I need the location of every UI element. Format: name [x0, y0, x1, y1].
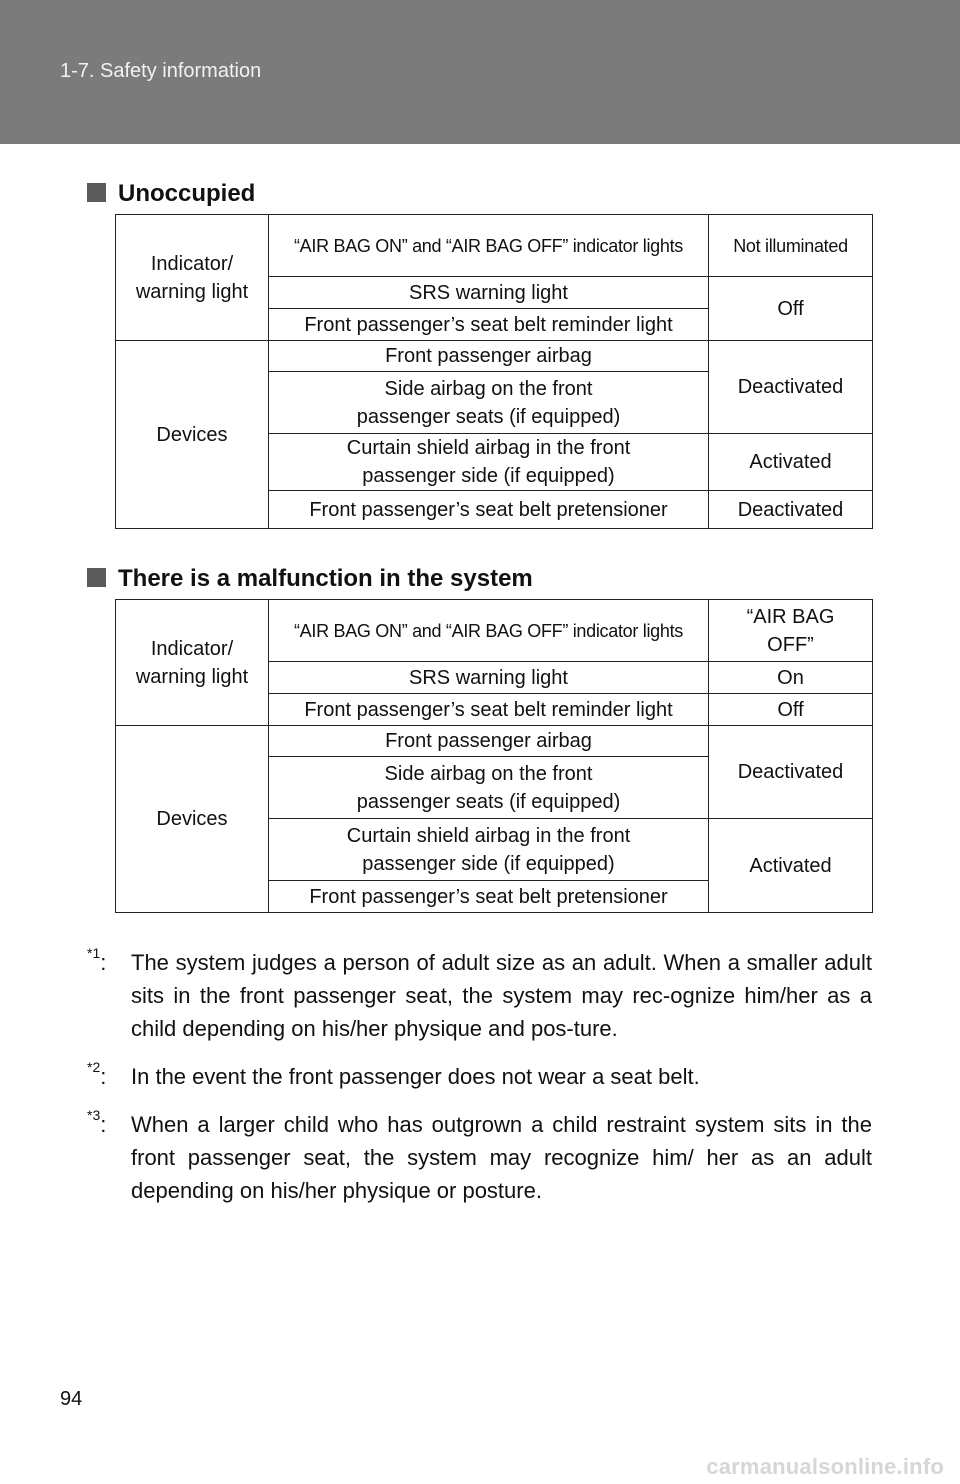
row-group-indicator-label: Indicator/ warning light	[116, 215, 269, 341]
row-group-indicator-label: Indicator/ warning light	[116, 600, 269, 726]
row-group-devices-label: Devices	[116, 726, 269, 913]
cell-srs-value: Off	[709, 277, 873, 341]
cell-pretensioner: Front passenger’s seat belt pretensioner	[269, 491, 709, 529]
footnotes	[87, 946, 872, 1222]
cell-airbag-indicator: “AIR BAG ON” and “AIR BAG OFF” indicator lights	[269, 215, 709, 277]
cell-seatbelt-value: Off	[709, 694, 873, 726]
section-heading-text: There is a malfunction in the system	[118, 565, 533, 592]
status-table-unoccupied	[115, 214, 873, 529]
section-breadcrumb: 1-7. Safety information	[60, 60, 262, 82]
cell-front-airbag: Front passenger airbag	[269, 341, 709, 372]
cell-srs-light: SRS warning light	[269, 277, 709, 309]
row-group-devices-label: Devices	[116, 341, 269, 529]
cell-airbag-indicator: “AIR BAG ON” and “AIR BAG OFF” indicator lights	[269, 600, 709, 662]
footnote-mark: *3	[87, 1107, 101, 1123]
cell-pretensioner: Front passenger’s seat belt pretensioner	[269, 881, 709, 913]
section-heading-malfunction	[87, 565, 533, 593]
cell-srs-value: On	[709, 662, 873, 694]
cell-airbag-indicator-value: “AIR BAG OFF”	[709, 600, 873, 662]
watermark	[590, 1450, 960, 1484]
section-heading-text: Unoccupied	[118, 180, 256, 207]
cell-front-side-value: Deactivated	[709, 726, 873, 819]
footnote-mark: *1	[87, 945, 101, 961]
cell-airbag-indicator-value: Not illuminated	[709, 215, 873, 277]
cell-side-airbag: Side airbag on the front passenger seats (if equipped)	[269, 372, 709, 434]
page-header	[0, 0, 960, 144]
footnote-mark: *2	[87, 1059, 101, 1075]
cell-curtain-airbag: Curtain shield airbag in the front passenger side (if equipped)	[269, 434, 709, 491]
cell-seatbelt-reminder: Front passenger’s seat belt reminder light	[269, 694, 709, 726]
page-number: 94	[60, 1388, 83, 1410]
cell-curtain-pretensioner-value: Activated	[709, 819, 873, 913]
footnote-3: $^{*3}$: When a larger child who has outgrown a child restraint system sits in the front passenger seat, the system may recognize him/ her as an adult depending on his/her physique or posture.	[87, 1107, 872, 1203]
square-bullet-icon	[87, 568, 106, 587]
cell-pretensioner-value: Deactivated	[709, 491, 873, 529]
watermark-text: carmanualsonline.info	[706, 1454, 944, 1479]
cell-seatbelt-reminder: Front passenger’s seat belt reminder light	[269, 309, 709, 341]
cell-front-airbag: Front passenger airbag	[269, 726, 709, 757]
square-bullet-icon	[87, 183, 106, 202]
cell-srs-light: SRS warning light	[269, 662, 709, 694]
footnote-text: When a larger child who has outgrown a child restraint system sits in the front passenger seat, the system may recognize him/ her as an adult depending on his/her physique or posture.	[131, 1112, 872, 1203]
footnote-text: The system judges a person of adult size as an adult. When a smaller adult sits in the front passenger seat, the system may rec-ognize him/her as a child depending on his/her physique and pos-ture.	[131, 950, 872, 1041]
cell-curtain-value: Activated	[709, 434, 873, 491]
cell-front-side-value: Deactivated	[709, 341, 873, 434]
footnote-1: $^{*1}$: The system judges a person of adult size as an adult. When a smaller adult sits in the front passenger seat, the system may rec-ognize him/her as a child depending on his/her physique and pos-ture.	[87, 945, 872, 1041]
section-heading-unoccupied	[87, 180, 255, 208]
cell-curtain-airbag: Curtain shield airbag in the front passenger side (if equipped)	[269, 819, 709, 881]
footnote-text: In the event the front passenger does not wear a seat belt.	[131, 1064, 700, 1089]
status-table-malfunction	[115, 599, 873, 913]
cell-side-airbag: Side airbag on the front passenger seats (if equipped)	[269, 757, 709, 819]
footnote-2: $^{*2}$: In the event the front passenger does not wear a seat belt.	[87, 1059, 700, 1089]
